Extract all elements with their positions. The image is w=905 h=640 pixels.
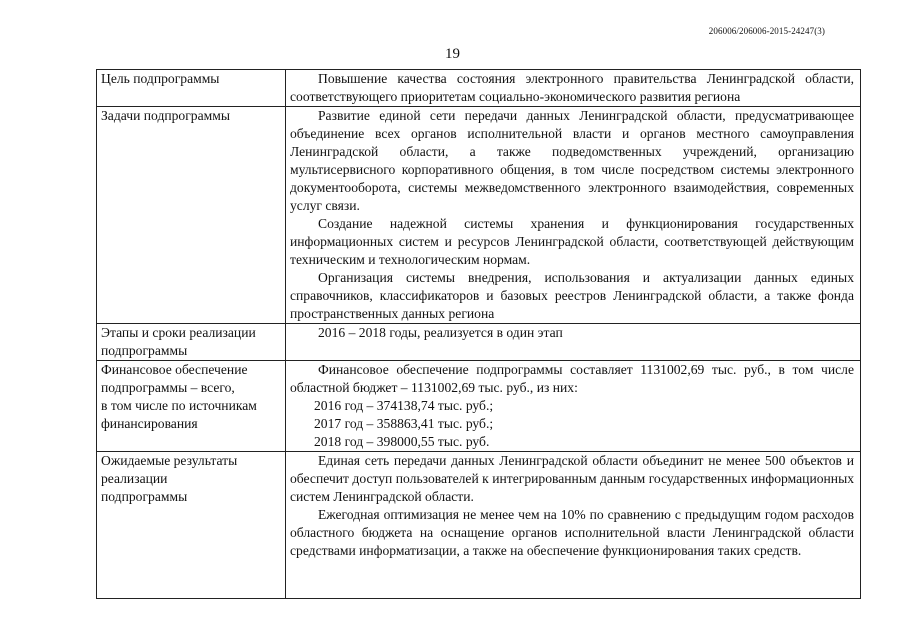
results-paragraph-2: Ежегодная оптимизация не менее чем на 10% по сравнению с предыдущим годом расходов областного бюджета на оснащение органов исполнительной власти Ленинградской области средствами информатизации, а также на обеспечение функционирования таких средств.: [290, 507, 854, 558]
goal-paragraph: Повышение качества состояния электронного правительства Ленинградской области, соответствующего приоритетам социально-экономического развития региона: [290, 71, 854, 104]
task-paragraph-2: Создание надежной системы хранения и функционирования государственных информационных систем и ресурсов Ленинградской области, соответствующей действующим техническим и технологическим нормам.: [290, 216, 854, 267]
table-row-tasks: [97, 107, 861, 324]
task-paragraph-3: Организация системы внедрения, использования и актуализации данных единых справочников, классификаторов и базовых реестров Ленинградской области, а также фонда пространственных данных региона: [290, 270, 854, 321]
financing-label-line-4: финансирования: [101, 416, 198, 431]
row-label-stages: Этапы и сроки реализации подпрограммы: [97, 324, 286, 361]
row-content-results: [286, 452, 861, 599]
financing-label-line-1: Финансовое обеспечение: [101, 362, 248, 377]
page-number: 19: [445, 46, 460, 62]
row-label-financing: [97, 361, 286, 452]
row-content-tasks: [286, 107, 861, 324]
table-row-results: [97, 452, 861, 599]
financing-year-2017: 2017 год – 358863,41 тыс. руб.;: [314, 416, 494, 431]
subprogram-passport-table: [96, 69, 861, 599]
results-label-line-2: реализации: [101, 471, 168, 486]
row-content-stages: [286, 324, 861, 361]
table-row-stages: [97, 324, 861, 361]
row-content-financing: [286, 361, 861, 452]
row-label-tasks: Задачи подпрограммы: [97, 107, 286, 324]
financing-year-2016: 2016 год – 374138,74 тыс. руб.;: [314, 398, 494, 413]
table-row-financing: [97, 361, 861, 452]
row-content-goal: [286, 70, 861, 107]
row-label-results: [97, 452, 286, 599]
financing-year-2018: 2018 год – 398000,55 тыс. руб.: [314, 434, 490, 449]
table-row-goal: [97, 70, 861, 107]
financing-label-line-3: в том числе по источникам: [101, 398, 257, 413]
results-label-line-1: Ожидаемые результаты: [101, 453, 238, 468]
stages-paragraph: 2016 – 2018 годы, реализуется в один этап: [318, 325, 563, 340]
row-label-goal: Цель подпрограммы: [97, 70, 286, 107]
financing-paragraph: Финансовое обеспечение подпрограммы составляет 1131002,69 тыс. руб., в том числе областной бюджет – 1131002,69 тыс. руб., из них:: [290, 362, 854, 395]
document-id: 206006/206006-2015-24247(3): [708, 26, 825, 36]
financing-label-line-2: подпрограммы – всего,: [101, 380, 235, 395]
task-paragraph-1: Развитие единой сети передачи данных Ленинградской области, предусматривающее объединение всех органов исполнительной власти и органов местного самоуправления Ленинградской области, а также подведомственных учреждений, организацию мультисервисного корпоративного общения, в том числе посредством системы электронного документооборота, системы межведомственного электронного взаимодействия, современных услуг связи.: [290, 108, 854, 213]
results-label-line-3: подпрограммы: [101, 489, 188, 504]
results-paragraph-1: Единая сеть передачи данных Ленинградской области объединит не менее 500 объектов и обеспечит доступ пользователей к интегрированным данным государственных информационных систем Ленинградской области.: [290, 453, 854, 504]
